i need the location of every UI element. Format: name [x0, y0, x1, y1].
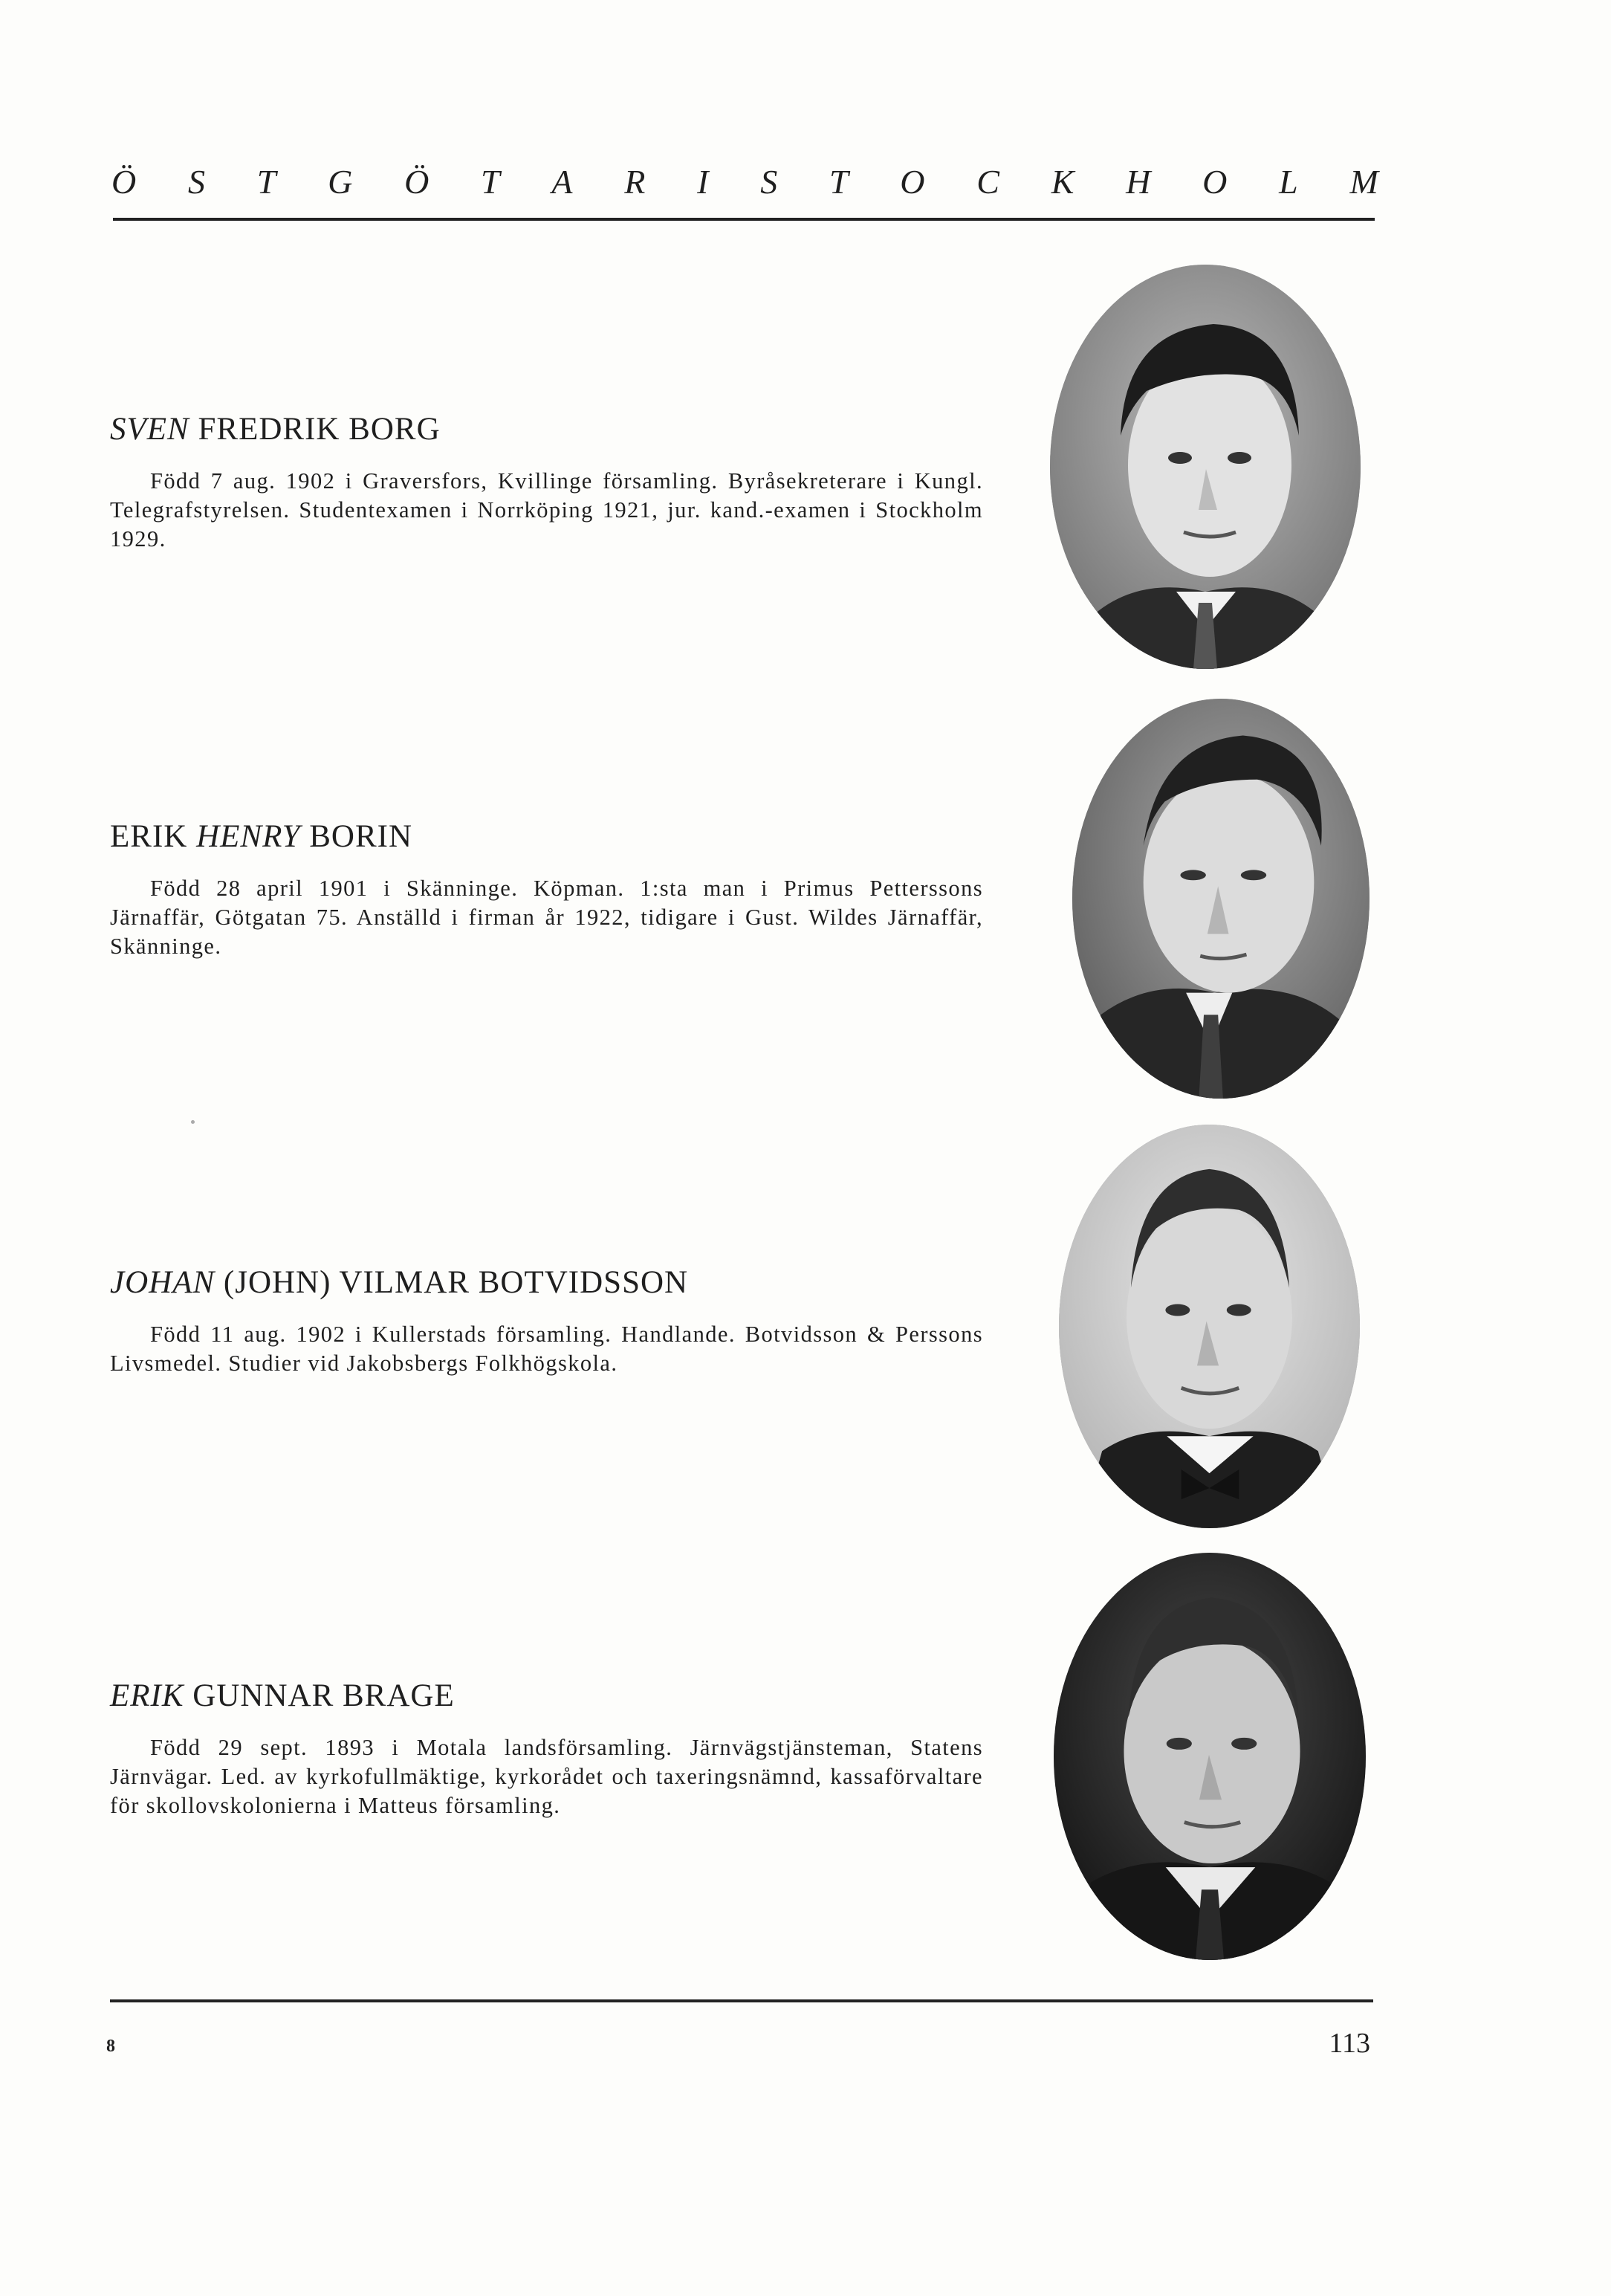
name-prefix: ERIK: [110, 819, 197, 854]
biography-text: Född 29 sept. 1893 i Motala landsförsamling. Järnvägstjänsteman, Statens Järnvägar. Led. av kyrkofullmäktige, kyrkorådet och taxeringsnämnd, kassaförvaltare för skollovskolonierna i Matteus församling.: [110, 1735, 983, 1818]
running-head-letter: T: [829, 163, 849, 201]
portrait-photo: [1054, 1553, 1366, 1960]
running-head-letter: O: [900, 163, 925, 201]
running-head-letter: T: [481, 163, 500, 201]
running-head-letter: G: [328, 163, 353, 201]
biography-text: Född 28 april 1901 i Skänninge. Köpman. 1:sta man i Primus Petterssons Järnaffär, Götgatan 75. Anställd i firman år 1922, tidigare i Gust. Wildes Järnaffär, Skänninge.: [110, 876, 983, 959]
running-head-letter: Ö: [404, 163, 430, 201]
person-name: [110, 1678, 983, 1714]
name-italic-part: JOHAN: [110, 1265, 215, 1300]
name-rest: (JOHN) VILMAR BOTVIDSSON: [215, 1265, 689, 1300]
running-head-letter: I: [697, 163, 709, 201]
running-head-letter: A: [551, 163, 573, 201]
person-name: [110, 411, 983, 447]
running-head-letter: S: [187, 163, 205, 201]
running-head-letter: C: [976, 163, 999, 201]
biography-text: Född 11 aug. 1902 i Kullerstads församling. Handlande. Botvidsson & Perssons Livsmedel. Studier vid Jakobsbergs Folkhögskola.: [110, 1322, 983, 1376]
signature-mark: 8: [106, 2037, 115, 2056]
portrait-image: [1050, 265, 1361, 669]
running-head: [111, 162, 1378, 201]
name-rest: FREDRIK BORG: [189, 412, 441, 447]
running-head-letter: O: [1202, 163, 1228, 201]
name-rest: GUNNAR BRAGE: [184, 1678, 455, 1713]
print-speck: [191, 1120, 195, 1124]
biography-entry: [110, 411, 983, 554]
biography-text: Född 7 aug. 1902 i Graversfors, Kvillinge församling. Byråsekreterare i Kungl. Telegrafstyrelsen. Studentexamen i Norrköping 1921, jur. kand.-examen i Stockholm 1929.: [110, 468, 983, 552]
portrait-photo: [1072, 699, 1369, 1099]
portrait-image: [1059, 1125, 1360, 1528]
running-head-letter: K: [1051, 163, 1074, 201]
person-name: [110, 1264, 983, 1301]
name-italic-part: HENRY: [196, 819, 301, 854]
biography-entry: [110, 1678, 983, 1820]
running-head-letter: S: [760, 163, 778, 201]
name-italic-part: SVEN: [110, 412, 189, 447]
footer-rule: [110, 1999, 1373, 2002]
name-rest: BORIN: [300, 819, 413, 854]
running-head-letter: H: [1126, 163, 1151, 201]
header-rule: [113, 218, 1375, 221]
running-head-letter: T: [256, 163, 276, 201]
name-italic-part: ERIK: [110, 1678, 184, 1713]
person-name: [110, 818, 983, 855]
running-head-letter: L: [1279, 163, 1298, 201]
running-head-letter: M: [1349, 163, 1378, 201]
biography-entry: [110, 1264, 983, 1378]
biography-entry: [110, 818, 983, 961]
running-head-letter: R: [624, 163, 646, 201]
portrait-photo: [1059, 1125, 1360, 1528]
portrait-image: [1072, 699, 1369, 1099]
portrait-photo: [1050, 265, 1361, 669]
running-head-letter: Ö: [111, 163, 137, 201]
portrait-image: [1054, 1553, 1366, 1960]
page-number: 113: [1329, 2028, 1370, 2059]
